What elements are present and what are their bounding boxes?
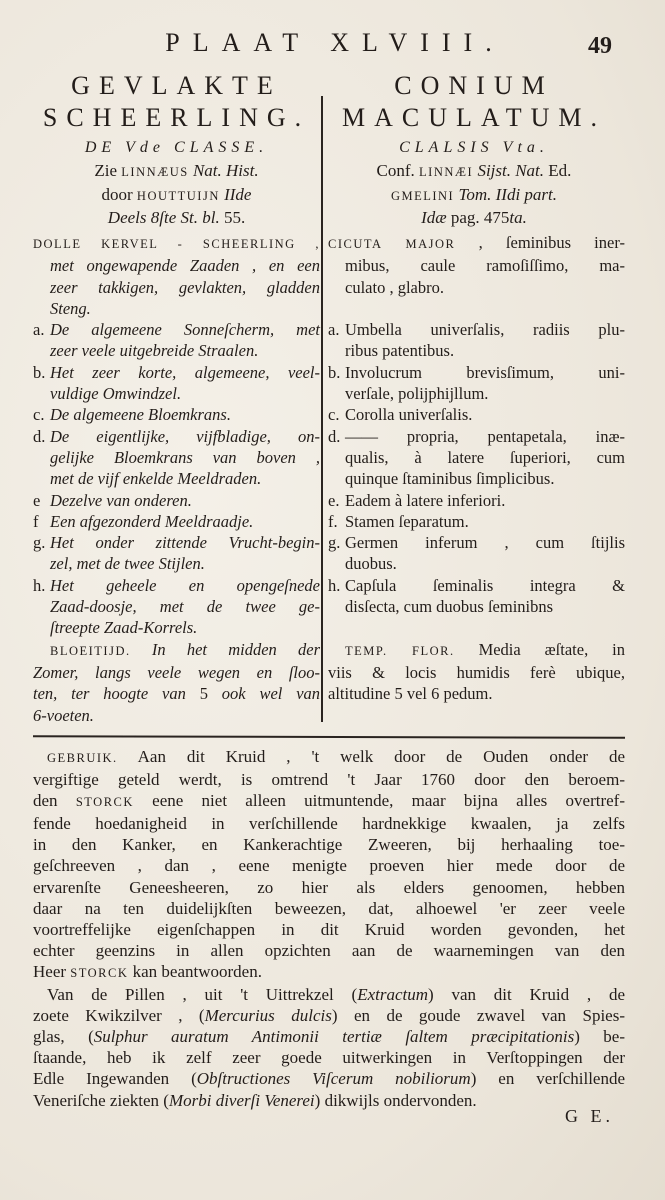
text-line: [33, 277, 320, 298]
roman-text: in den Kanker, en Kankerachtige Zweeren, bij herhaaling toe-: [33, 835, 625, 855]
small-caps-text: HOUTTUIJN: [136, 188, 220, 203]
entry-body: [50, 404, 320, 425]
roman-text: vergiftige geteld werdt, is omtrend 't Jaar 1760 door den beroem-: [33, 770, 625, 790]
italic-text: Een afgezonderd Meeldraadje.: [50, 511, 254, 531]
roman-text: kan beantwoorden.: [128, 961, 262, 981]
entry-body: [345, 426, 625, 490]
italic-text: met ongewapende Zaaden , en een: [50, 256, 320, 276]
text-line: [50, 575, 320, 596]
italic-text: Obſtructiones Viſcerum nobiliorum: [196, 1069, 471, 1089]
roman-text: geſchreeven , dan , eene menigte proeven hier mede door de: [33, 856, 625, 876]
roman-text: pag. 475: [446, 208, 510, 227]
dutch-entry-c: [33, 404, 320, 425]
roman-text: eene niet alleen uitmuntende, maar bijna alles overtref-: [133, 791, 625, 811]
text-line: [50, 468, 320, 489]
entry-label: d.: [33, 426, 46, 446]
latin-entry-c: [328, 404, 625, 425]
small-caps-text: GEBRUIK.: [47, 751, 118, 765]
roman-text: 5: [185, 684, 222, 704]
small-caps-text: LINNÆI: [419, 165, 474, 179]
dutch-column-heading: [33, 70, 320, 229]
text-line: [345, 426, 625, 447]
entry-label: g.: [33, 533, 46, 553]
text-line: [50, 596, 320, 617]
entry-body: [50, 319, 320, 362]
latin-entry-a: [328, 319, 625, 362]
text-line: [328, 277, 625, 298]
entry-label: f: [33, 511, 39, 531]
entry-label: b.: [33, 362, 46, 382]
small-caps-text: BLOEITIJD.: [50, 643, 131, 658]
latin-entry-f: [328, 511, 625, 532]
text-line: [33, 746, 625, 769]
text-line: [328, 639, 625, 662]
roman-text: disſecta, cum duobus ſeminibns: [345, 597, 554, 617]
roman-text: ) en de goude zwavel van Spies-: [331, 1006, 625, 1026]
dutch-reference: [33, 160, 320, 229]
roman-text: viis & locis humidis ferè ubique,: [328, 662, 625, 682]
dutch-title-line-2: SCHEERLING.: [42, 103, 311, 132]
small-caps-text: DOLLE KERVEL - SCHEERLING ,: [33, 237, 320, 251]
text-line: [50, 553, 320, 574]
small-caps-text: CICUTA MAJOR: [328, 237, 456, 251]
entry-label: b.: [328, 362, 341, 382]
italic-text: ten, ter hoogte van: [33, 684, 186, 704]
horizontal-rule: [33, 735, 625, 739]
entry-label: f.: [328, 511, 338, 531]
roman-text: Capſula ſeminalis integra &: [345, 575, 625, 595]
usage-text: [33, 746, 625, 1111]
entry-body: [50, 490, 320, 511]
text-line: [50, 383, 320, 404]
description-table: [33, 232, 623, 726]
roman-text: ervarenſte Geneesheeren, zo hier als elders genoomen, hebben: [33, 877, 625, 897]
dutch-entry-d: [33, 426, 320, 490]
italic-text: zel, met de twee Stijlen.: [50, 554, 205, 574]
dutch-entry-g: [33, 532, 320, 575]
italic-text: Zomer, langs veele wegen en ſloo-: [33, 662, 320, 682]
small-caps-text: LINNÆUS: [121, 165, 189, 179]
reference-line: [328, 160, 620, 184]
roman-text: ribus patentibus.: [345, 341, 455, 361]
entry-body: [50, 511, 320, 532]
dutch-entry-f: [33, 511, 320, 532]
entry-body: [345, 532, 625, 575]
text-line: [345, 532, 625, 553]
roman-text: qualis, à latere ſuperiori, cum: [345, 447, 625, 467]
italic-text: De eigentlijke, vijfbladige, on-: [50, 426, 320, 446]
entry-label: c.: [33, 405, 45, 425]
text-line: [33, 790, 625, 813]
entry-label: c.: [328, 405, 340, 425]
latin-entry-h: [328, 575, 625, 639]
text-line: [345, 404, 625, 425]
italic-text: Tom. IIdi part.: [454, 184, 558, 204]
roman-text: quinque ſtaminibus ſimplicibus.: [345, 469, 555, 489]
italic-text: Dezelve van onderen.: [50, 490, 192, 510]
entry-label: a.: [33, 320, 45, 340]
entry-label: h.: [328, 575, 341, 595]
latin-reference: [328, 160, 620, 229]
text-line: [328, 662, 625, 683]
italic-text: IIde: [219, 184, 252, 204]
entry-body: [345, 511, 625, 532]
entry-body: [50, 426, 320, 490]
text-line: [33, 813, 625, 834]
entry-body: [345, 490, 625, 511]
roman-text: Heer: [33, 961, 71, 981]
roman-text: Veneriſche ziekten (: [33, 1090, 169, 1110]
reference-line: [328, 184, 620, 208]
roman-text: Corolla univerſalis.: [345, 405, 473, 425]
reference-line: [33, 207, 320, 229]
roman-text: culato , glabro.: [345, 277, 444, 297]
italic-text: gelijke Bloemkrans van boven ,: [50, 447, 320, 467]
paragraph: [33, 984, 625, 1111]
entry-body: [50, 362, 320, 405]
roman-text: daar na ten duidelijkſten beweezen, dat, alhoewel 'er zeer veele: [33, 898, 625, 918]
italic-text: Zaad-doosje, met de twee ge-: [50, 597, 320, 617]
roman-text: voortreffelijke eigenſchappen in dit Kruid worden gevonden, het: [33, 919, 625, 939]
text-line: [50, 319, 320, 340]
latin-entry: [328, 232, 625, 319]
latin-entry-b: [328, 362, 625, 405]
text-line: [328, 232, 625, 255]
text-line: [50, 404, 320, 425]
italic-text: ook wel van: [221, 684, 321, 704]
dutch-entry: [33, 232, 320, 319]
latin-column-heading: [328, 70, 620, 229]
text-line: [33, 940, 625, 961]
text-line: [33, 961, 625, 984]
latin-entry-g: [328, 532, 625, 575]
italic-text: ſtreepte Zaad-Korrels.: [50, 618, 198, 638]
entry-body: [345, 404, 625, 425]
small-caps-text: STORCK: [70, 965, 129, 980]
roman-text: Van de Pillen , uit 't Uittrekzel (: [47, 985, 358, 1005]
roman-text: verſale, polijphijllum.: [345, 384, 489, 404]
text-line: [33, 683, 320, 704]
reference-line: [33, 160, 320, 184]
italic-text: De algemeene Bloemkrans.: [50, 405, 231, 425]
dutch-entry: [33, 639, 320, 726]
text-line: [345, 383, 625, 404]
italic-text: De algemeene Sonneſcherm, met: [50, 320, 320, 340]
roman-text: Umbella univerſalis, radiis plu-: [345, 320, 625, 340]
roman-text: , ſeminibus iner-: [455, 233, 625, 252]
text-line: [33, 1005, 625, 1026]
entry-label: e.: [328, 490, 340, 510]
roman-text: Media æſtate, in: [454, 639, 625, 659]
entry-label: h.: [33, 575, 46, 595]
dutch-title-line-1: GEVLAKTE: [71, 71, 282, 100]
italic-text: zeer veele uitgebreide Straalen.: [50, 341, 259, 361]
roman-text: Ed.: [544, 161, 572, 180]
text-line: [33, 919, 625, 940]
text-line: [33, 769, 625, 790]
small-caps-text: TEMP. FLOR.: [345, 643, 455, 658]
text-line: [345, 490, 625, 511]
italic-text: Extractum: [357, 985, 429, 1005]
entry-body: [50, 575, 320, 639]
text-line: [33, 298, 320, 319]
roman-text: Stamen ſeparatum.: [345, 511, 469, 531]
latin-title-line-2: MACULATUM.: [341, 103, 607, 132]
reference-line: [328, 207, 620, 229]
text-line: [33, 834, 625, 855]
italic-text: zeer takkigen, gevlakten, gladden: [50, 277, 320, 297]
running-title: PLAAT XLVIII.: [165, 28, 505, 57]
roman-text: den: [33, 791, 76, 811]
roman-text: altitudine 5 vel 6 pedum.: [328, 684, 493, 704]
roman-text: echter geenzins in allen opzichten aan de waarnemingen van den: [33, 940, 625, 960]
dutch-entry-h: [33, 575, 320, 639]
entry-label: d.: [328, 426, 341, 446]
italic-text: vuldige Omwindzel.: [50, 384, 182, 404]
latin-class-line: CLALSIS Vta.: [399, 139, 549, 156]
page-number: 49: [588, 33, 612, 59]
roman-text: 55.: [219, 208, 246, 227]
italic-text: Deels 8ſte St. bl.: [107, 208, 220, 227]
entry-label: e: [33, 490, 41, 510]
roman-text: Zie: [94, 161, 122, 180]
text-line: [328, 255, 625, 276]
italic-text: Het zeer korte, algemeene, veel-: [50, 362, 320, 382]
roman-text: Involucrum brevisſimum, uni-: [345, 362, 625, 382]
roman-text: ) dikwijls ondervonden.: [314, 1090, 477, 1110]
text-line: [33, 1047, 625, 1068]
roman-text: door: [101, 184, 137, 204]
italic-text: Idæ: [421, 208, 447, 227]
text-line: [345, 575, 625, 596]
text-line: [345, 362, 625, 383]
text-line: [345, 340, 625, 361]
roman-text: Germen inferum , cum ſtijlis: [345, 533, 625, 553]
small-caps-text: STORCK: [75, 795, 134, 810]
latin-title-line-1: CONIUM: [394, 71, 554, 100]
text-line: [33, 984, 625, 1005]
dutch-entry-a: [33, 319, 320, 362]
entry-body: [50, 532, 320, 575]
text-line: [328, 683, 625, 704]
roman-text: duobus.: [345, 554, 397, 574]
entry-body: [345, 319, 625, 362]
text-line: [50, 617, 320, 638]
roman-text: Eadem à latere inferiori.: [345, 490, 506, 510]
signature-initials: G E.: [565, 1106, 614, 1126]
paragraph: [33, 746, 625, 984]
text-line: [33, 1090, 625, 1111]
italic-text: Het onder zittende Vrucht-begin-: [50, 533, 320, 553]
roman-text: fende hoedanigheid in verſchillende hardnekkige kwaalen, ja zelfs: [33, 814, 625, 834]
italic-text: Sulphur auratum Antimonii tertiæ ſaltem præcipitationis: [93, 1027, 575, 1047]
text-line: [345, 447, 625, 468]
entry-label: g.: [328, 533, 341, 553]
roman-text: zoete Kwikzilver , (: [33, 1006, 205, 1026]
text-line: [50, 490, 320, 511]
text-line: [50, 426, 320, 447]
text-line: [33, 855, 625, 876]
text-line: [50, 340, 320, 361]
roman-text: ) be-: [574, 1027, 625, 1047]
italic-text: Steng.: [50, 298, 91, 318]
roman-text: Conf.: [376, 161, 420, 180]
entry-body: [345, 575, 625, 639]
text-line: [33, 898, 625, 919]
roman-text: ) en verſchillende: [470, 1069, 626, 1089]
italic-text: Mercurius dulcis: [204, 1006, 332, 1026]
italic-text: met de vijf enkelde Meeldraden.: [50, 469, 262, 489]
reference-line: [33, 184, 320, 208]
roman-text: glas, (: [33, 1027, 94, 1047]
italic-text: ta.: [509, 208, 527, 227]
roman-text: mibus, caule ramoſiſſimo, ma-: [345, 256, 625, 276]
dutch-entry-e: [33, 490, 320, 511]
text-line: [33, 232, 320, 255]
roman-text: —— propria, pentapetala, inæ-: [345, 426, 625, 446]
italic-text: Morbi diverſi Venerei: [168, 1090, 315, 1110]
latin-entry-d: [328, 426, 625, 490]
italic-text: In het midden der: [130, 639, 320, 659]
latin-entry: [328, 639, 625, 726]
italic-text: Het geheele en opengeſnede: [50, 575, 320, 595]
roman-text: Aan dit Kruid , 't welk door de Ouden onder de: [117, 747, 625, 766]
text-line: [33, 639, 320, 662]
text-line: [345, 468, 625, 489]
dutch-class-line: DE Vde CLASSE.: [84, 139, 269, 156]
text-line: [50, 532, 320, 553]
text-line: [50, 511, 320, 532]
italic-text: Nat. Hist.: [188, 161, 259, 180]
text-line: [345, 319, 625, 340]
text-line: [33, 705, 320, 726]
text-line: [50, 362, 320, 383]
text-line: [345, 596, 625, 617]
latin-entry-e: [328, 490, 625, 511]
text-line: [33, 255, 320, 276]
text-line: [33, 662, 320, 683]
italic-text: 6-voeten.: [33, 705, 94, 725]
roman-text: ſtaande, heb ik zelf zeer goede uitwerkingen in Verſtoppingen der: [33, 1048, 625, 1068]
roman-text: Edle Ingewanden (: [33, 1069, 197, 1089]
text-line: [33, 877, 625, 898]
dutch-entry-b: [33, 362, 320, 405]
roman-text: ) van dit Kruid , de: [428, 985, 625, 1005]
italic-text: Sijst. Nat.: [473, 161, 545, 180]
small-caps-text: GMELINI: [390, 188, 455, 203]
text-line: [50, 447, 320, 468]
text-line: [33, 1026, 625, 1047]
text-line: [345, 511, 625, 532]
text-line: [33, 1068, 625, 1089]
text-line: [345, 553, 625, 574]
entry-label: a.: [328, 320, 340, 340]
entry-body: [345, 362, 625, 405]
